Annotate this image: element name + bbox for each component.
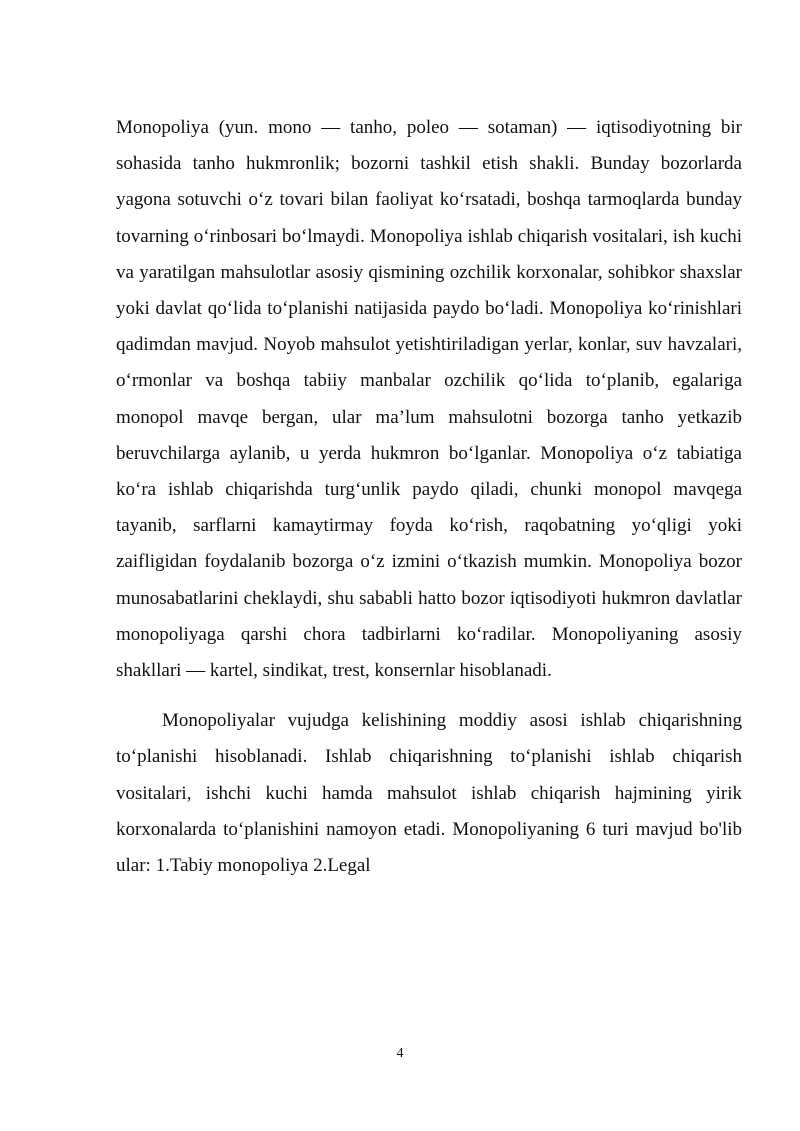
paragraph-monopoliya-definition: Monopoliya (yun. mono — tanho, poleo — sotaman) — iqtisodiyotning bir sohasida tanho hukmronlik; bozorni tashkil etish shakli. Bunday bozorlarda yagona sotuvchi o‘z tovari bilan faoliyat ko‘rsatadi, boshqa tarmoqlarda bunday tovarning o‘rinbosari bo‘lmaydi. Monopoliya ishlab chiqarish vositalari, ish kuchi va yaratilgan mahsulotlar asosiy qismining ozchilik korxonalar, sohibkor shaxslar yoki davlat qo‘lida to‘planishi natijasida paydo bo‘ladi. Monopoliya ko‘rinishlari qadimdan mavjud. Noyob mahsulot yetishtiriladigan yerlar, konlar, suv havzalari, o‘rmonlar va boshqa tabiiy manbalar ozchilik qo‘lida to‘planib, egalariga monopol mavqe bergan, ular ma’lum mahsulotni bozorga tanho yetkazib beruvchilarga aylanib, u yerda hukmron bo‘lganlar. Monopoliya o‘z tabiatiga ko‘ra ishlab chiqarishda turg‘unlik paydo qiladi, chunki monopol mavqega tayanib, sarflarni kamaytirmay foyda ko‘rish, raqobatning yo‘qligi yoki zaifligidan foydalanib bozorga o‘z izmini o‘tkazish mumkin. Monopoliya bozor munosabatlarini cheklaydi, shu sababli hatto bozor iqtisodiyoti hukmron davlatlar monopoliyaga qarshi chora tadbirlarni ko‘radilar. Monopoliyaning asosiy shakllari — kartel, sindikat, trest, konsernlar hisoblanadi. (116, 117, 742, 682)
page-number: 4 (396, 1046, 404, 1061)
body-text (116, 110, 742, 884)
paragraph-monopoliya-origins: Monopoliyalar vujudga kelishining moddiy asosi ishlab chiqarishning to‘planishi hisoblanadi. Ishlab chiqarishning to‘planishi ishlab chiqarish vositalari, ishchi kuchi hamda mahsulot ishlab chiqarish hajmining yirik korxonalarda to‘planishini namoyon etadi. Monopoliyaning 6 turi mavjud bo'lib ular: 1.Tabiy monopoliya 2.Legal (116, 710, 742, 877)
